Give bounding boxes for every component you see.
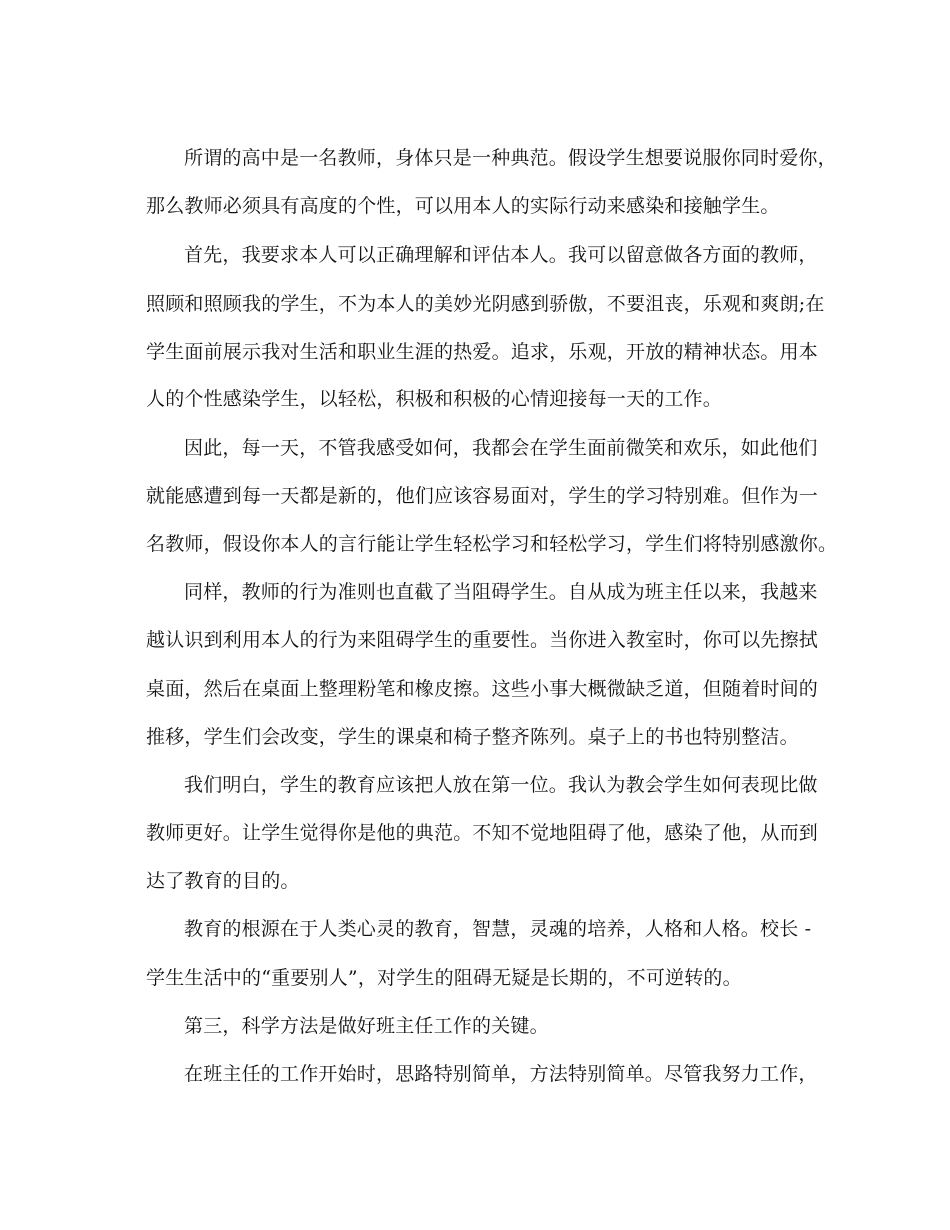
paragraph-line: 就能感遭到每一天都是新的，他们应该容易面对，学生的学习特别难。但作为一: [146, 485, 819, 507]
paragraph-line: 推移，学生们会改变，学生的课桌和椅子整齐陈列。桌子上的书也特别整洁。: [146, 726, 799, 748]
paragraph-line: 学生面前展示我对生活和职业生涯的热爱。追求，乐观，开放的精神状态。用本: [146, 341, 819, 363]
paragraph-line: 第三，科学方法是做好班主任工作的关键。: [184, 1015, 549, 1037]
paragraph-line: 教育的根源在于人类心灵的教育，智慧，灵魂的培养，人格和人格。校长 -: [184, 918, 812, 940]
paragraph-line: 越认识到利用本人的行为来阻碍学生的重要性。当你进入教室时，你可以先擦拭: [146, 629, 819, 651]
paragraph-line: 名教师，假设你本人的言行能让学生轻松学习和轻松学习，学生们将特别感激你。: [146, 533, 838, 555]
paragraph-line: 我们明白，学生的教育应该把人放在第一位。我认为教会学生如何表现比做: [184, 774, 818, 796]
paragraph-line: 同样，教师的行为准则也直截了当阻碍学生。自从成为班主任以来，我越来: [184, 581, 818, 603]
paragraph-line: 人的个性感染学生，以轻松，积极和积极的心情迎接每一天的工作。: [146, 388, 723, 410]
paragraph-line: 照顾和照顾我的学生，不为本人的美妙光阴感到骄傲，不要沮丧，乐观和爽朗;在: [146, 293, 825, 315]
paragraph-line: 桌面，然后在桌面上整理粉笔和橡皮擦。这些小事大概微缺乏道，但随着时间的: [146, 678, 819, 700]
paragraph-line: 达了教育的目的。: [146, 870, 300, 892]
paragraph-line: 所谓的高中是一名教师，身体只是一种典范。假设学生想要说服你同时爱你，: [184, 147, 837, 169]
paragraph-line: 教师更好。让学生觉得你是他的典范。不知不觉地阻碍了他，感染了他，从而到: [146, 822, 819, 844]
paragraph-line: 首先，我要求本人可以正确理解和评估本人。我可以留意做各方面的教师，: [184, 244, 818, 266]
paragraph-line: 在班主任的工作开始时，思路特别简单，方法特别简单。尽管我努力工作，: [184, 1063, 818, 1085]
paragraph-line: 学生生活中的“重要别人”，对学生的阻碍无疑是长期的，不可逆转的。: [146, 967, 742, 989]
paragraph-line: 那么教师必须具有高度的个性，可以用本人的实际行动来感染和接触学生。: [146, 195, 780, 217]
paragraph-line: 因此，每一天，不管我感受如何，我都会在学生面前微笑和欢乐，如此他们: [184, 437, 818, 459]
